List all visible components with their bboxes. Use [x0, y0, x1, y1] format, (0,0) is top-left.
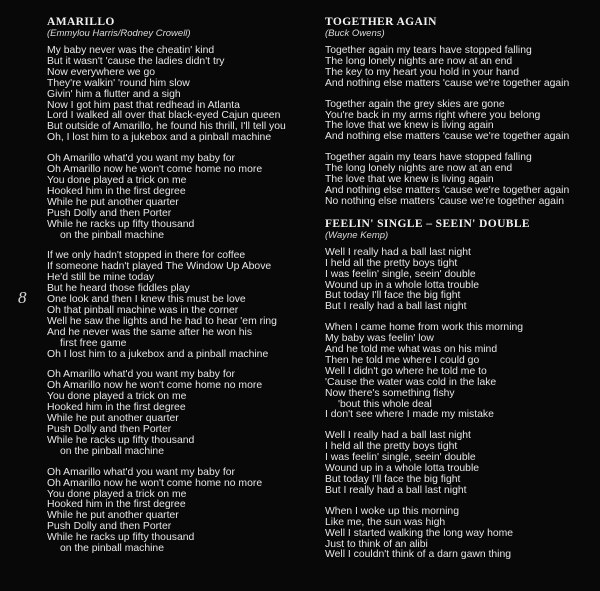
- lyric-line: You done played a trick on me: [47, 391, 187, 403]
- lyric-line: But today I'll face the big fight: [325, 290, 461, 302]
- lyric-line: Wound up in a whole lotta trouble: [325, 463, 480, 475]
- lyric-line: You done played a trick on me: [47, 488, 187, 500]
- lyric-line: And nothing else matters 'cause we're together again: [325, 184, 570, 196]
- lyric-line: Oh Amarillo now he won't come home no more: [47, 164, 263, 176]
- stanza: [325, 248, 593, 313]
- lyric-line: Together again my tears have stopped falling: [325, 45, 532, 56]
- lyric-line: I don't see where I made my mistake: [325, 409, 494, 421]
- lyric-line: While he put another quarter: [47, 510, 179, 522]
- stanza: [325, 431, 593, 496]
- song-title: TOGETHER AGAIN: [325, 16, 437, 28]
- stanza: [47, 251, 309, 360]
- lyric-line: While he racks up fifty thousand: [47, 218, 195, 230]
- lyric-line: Now there's something fishy: [325, 387, 455, 399]
- lyric-line: Push Dolly and then Porter: [47, 424, 172, 435]
- lyric-line: Like me, the sun was high: [325, 516, 446, 528]
- lyric-line: Oh Amarillo what'd you want my baby for: [47, 153, 235, 165]
- lyric-line: While he racks up fifty thousand: [47, 532, 195, 544]
- lyric-line: Hooked him in the first degree: [47, 499, 186, 511]
- right-column: [325, 16, 593, 571]
- lyric-line: 'Cause the water was cold in the lake: [325, 376, 497, 388]
- lyric-line: Just to think of an alibi: [325, 538, 428, 550]
- lyric-line: If someone hadn't played The Window Up Above: [47, 261, 272, 273]
- stanza: [47, 370, 309, 457]
- lyric-line: The key to my heart you hold in your hand: [325, 66, 520, 78]
- lyric-line: But outside of Amarillo, he found his thrill, I'll tell you: [47, 121, 286, 133]
- lyric-line: Oh Amarillo what'd you want my baby for: [47, 466, 235, 478]
- stanza: [325, 46, 593, 90]
- lyric-line: And nothing else matters 'cause we're together again: [325, 131, 570, 143]
- lyrics-block: [325, 46, 593, 208]
- lyric-line: Well I started walking the long way home: [325, 527, 514, 539]
- song-title: FEELIN' SINGLE – SEEIN' DOUBLE: [325, 217, 531, 230]
- lyric-line: I was feelin' single, seein' double: [325, 268, 476, 280]
- stanza: [47, 468, 309, 555]
- lyrics-block: [47, 46, 309, 555]
- lyric-line: Hooked him in the first degree: [47, 402, 186, 414]
- lyric-line: But today I'll face the big fight: [325, 474, 461, 485]
- lyric-line: Now I got him past that redhead in Atlanta: [47, 99, 240, 111]
- lyric-line: One look and then I knew this must be love: [47, 294, 246, 306]
- stanza: [325, 507, 593, 562]
- lyric-line: Hooked him in the first degree: [47, 185, 186, 197]
- lyric-line: Well he saw the lights and he had to hear 'em ring: [47, 315, 277, 327]
- stanza: [325, 100, 593, 144]
- lyric-line: But I really had a ball last night: [325, 484, 467, 496]
- lyric-line: Wound up in a whole lotta trouble: [325, 279, 480, 291]
- song-writers: (Emmylou Harris/Rodney Crowell): [47, 28, 191, 39]
- lyric-line: I held all the pretty boys tight: [325, 257, 458, 269]
- lyrics-block: [325, 248, 593, 562]
- page-number: 8: [18, 288, 27, 307]
- lyric-line: My baby never was the cheatin' kind: [47, 45, 215, 56]
- lyric-line: When I came home from work this morning: [325, 322, 524, 334]
- lyric-line: I was feelin' single, seein' double: [325, 452, 476, 464]
- lyric-line: Oh that pinball machine was in the corner: [47, 304, 239, 316]
- left-column: [47, 16, 309, 565]
- lyric-line: Oh Amarillo now he won't come home no more: [47, 380, 263, 392]
- lyric-line: But I really had a ball last night: [325, 301, 467, 313]
- lyric-line: And he told me what was on his mind: [325, 344, 498, 356]
- lyric-line: Now everywhere we go: [47, 66, 155, 78]
- lyric-line: first free game: [60, 337, 127, 349]
- lyric-line: Push Dolly and then Porter: [47, 521, 172, 533]
- lyric-line: But he heard those fiddles play: [47, 283, 190, 295]
- lyric-line: Well I really had a ball last night: [325, 246, 471, 258]
- lyric-line: on the pinball machine: [60, 229, 164, 241]
- stanza: [47, 46, 309, 144]
- lyric-line: on the pinball machine: [60, 445, 164, 457]
- lyric-line: You're back in my arms right where you belong: [325, 109, 541, 121]
- lyric-line: Oh I lost him to a jukebox and a pinball machine: [47, 348, 269, 360]
- lyric-line: He'd still be mine today: [47, 272, 155, 284]
- lyric-line: Then he told me where I could go: [325, 354, 480, 366]
- lyric-line: They're walkin' 'round him slow: [47, 77, 190, 89]
- lyric-line: You done played a trick on me: [47, 174, 187, 186]
- lyric-line: Together again the grey skies are gone: [325, 98, 505, 110]
- song-title: AMARILLO: [47, 16, 115, 28]
- lyric-line: Push Dolly and then Porter: [47, 207, 172, 219]
- lyric-line: Well I really had a ball last night: [325, 430, 471, 442]
- lyric-line: Oh Amarillo what'd you want my baby for: [47, 369, 235, 381]
- stanza: [325, 153, 593, 208]
- song-writers: (Buck Owens): [325, 28, 385, 39]
- lyric-line: The love that we knew is living again: [325, 174, 494, 186]
- lyric-line: And he never was the same after he won his: [47, 326, 253, 338]
- lyric-line: Givin' him a flutter and a sigh: [47, 88, 181, 100]
- lyric-line: No nothing else matters 'cause we're together again: [325, 195, 565, 207]
- lyric-line: But it wasn't 'cause the ladies didn't try: [47, 55, 225, 67]
- lyric-line: While he put another quarter: [47, 196, 179, 208]
- lyric-line: While he racks up fifty thousand: [47, 434, 195, 446]
- lyric-line: Well I didn't go where he told me to: [325, 365, 487, 377]
- song-block-feelin-single: [325, 218, 593, 562]
- lyric-line: Oh, I lost him to a jukebox and a pinball machine: [47, 132, 272, 144]
- lyric-line: And nothing else matters 'cause we're together again: [325, 77, 570, 89]
- lyric-line: Lord I walked all over that black-eyed Cajun queen: [47, 110, 281, 122]
- lyric-line: I held all the pretty boys tight: [325, 441, 458, 453]
- lyric-line: Together again my tears have stopped falling: [325, 152, 532, 164]
- lyric-line: on the pinball machine: [60, 543, 164, 555]
- song-writers: (Wayne Kemp): [325, 229, 389, 241]
- lyric-line: Well I couldn't think of a darn gawn thing: [325, 549, 512, 561]
- lyric-line: If we only hadn't stopped in there for coffee: [47, 250, 246, 262]
- lyric-line: While he put another quarter: [47, 413, 179, 425]
- lyric-line: Oh Amarillo now he won't come home no more: [47, 477, 263, 489]
- stanza: [325, 323, 593, 421]
- lyric-line: When I woke up this morning: [325, 505, 459, 517]
- lyric-line: The long lonely nights are now at an end: [325, 55, 513, 67]
- lyric-line: My baby was feelin' low: [325, 333, 434, 345]
- stanza: [47, 154, 309, 241]
- song-block-together-again: [325, 16, 593, 208]
- lyric-line: 'bout this whole deal: [338, 398, 432, 410]
- lyric-line: The love that we knew is living again: [325, 120, 494, 132]
- lyric-line: The long lonely nights are now at an end: [325, 163, 513, 175]
